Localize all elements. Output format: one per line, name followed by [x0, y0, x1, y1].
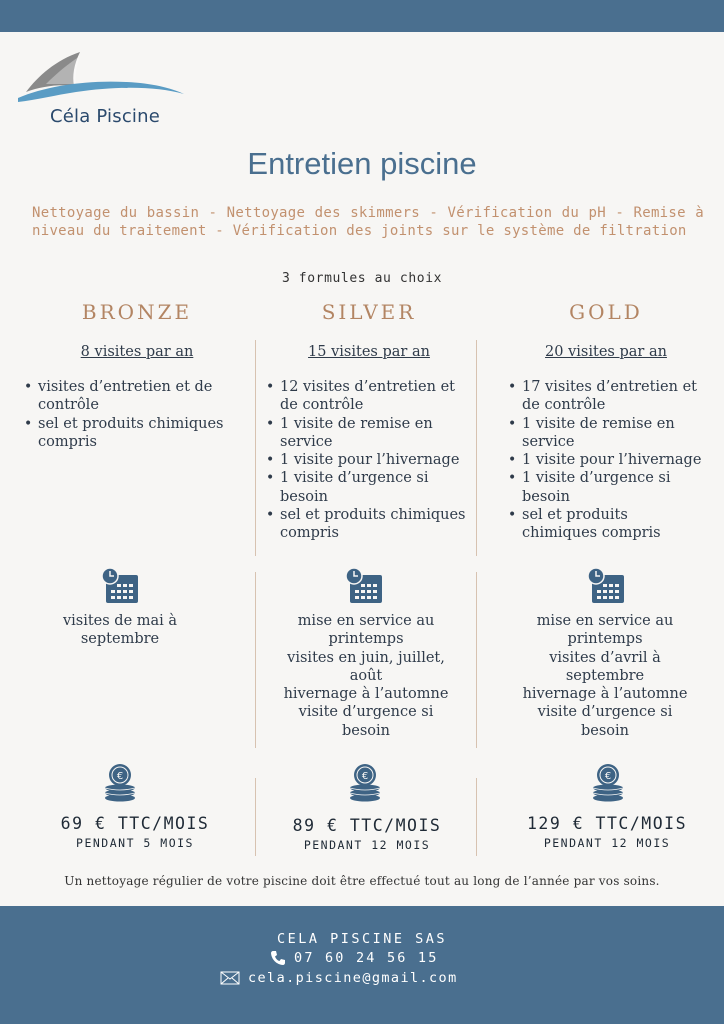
- season-line: septembre: [80, 631, 160, 648]
- phone-number: 07 60 24 56 15: [294, 950, 439, 966]
- column-divider: [476, 778, 477, 856]
- shark-fin-wave-icon: [16, 46, 191, 106]
- column-divider: [255, 340, 256, 556]
- calendar-clock-icon: [100, 566, 140, 606]
- plan-bronze: [22, 300, 252, 451]
- plan-features: [22, 378, 252, 451]
- season-line: besoin: [580, 722, 629, 739]
- phone-contact[interactable]: [270, 950, 439, 970]
- email-address: cela.piscine@gmail.com: [248, 970, 458, 986]
- season-line: visites en juin, juillet,: [287, 649, 445, 666]
- season-line: visites de mai à: [62, 613, 178, 629]
- season-line: hivernage à l’automne: [522, 686, 688, 703]
- feature-item: • visites d’entretien et de contrôle: [22, 378, 252, 415]
- feature-item: • 1 visite d’urgence si besoin: [264, 469, 474, 506]
- column-divider: [255, 572, 256, 748]
- svg-text:€: €: [604, 771, 612, 782]
- plan-name: SILVER: [321, 300, 417, 324]
- plan-duration: PENDANT 12 MOIS: [303, 838, 431, 852]
- plan-name: BRONZE: [81, 300, 193, 324]
- feature-item: • 1 visite d’urgence si besoin: [506, 469, 706, 506]
- feature-item: • sel et produits chimiques compris: [264, 506, 474, 543]
- plan-visits: 20 visites par an: [545, 344, 667, 360]
- phone-icon: [270, 950, 286, 966]
- brand-name: Céla Piscine: [50, 106, 161, 127]
- season-line: besoin: [341, 722, 390, 739]
- plan-name: GOLD: [569, 300, 643, 324]
- calendar-clock-icon: [344, 566, 384, 606]
- plan-visits: 8 visites par an: [80, 344, 194, 360]
- euro-coins-icon: [590, 762, 626, 802]
- plan-features: [264, 378, 474, 543]
- feature-item: • 1 visite de remise en service: [506, 415, 706, 452]
- season-line: visite d’urgence si: [298, 704, 434, 721]
- top-banner: [0, 0, 724, 32]
- svg-text:€: €: [361, 771, 369, 782]
- column-divider: [476, 340, 477, 556]
- plan-price: 89 € TTC/MOIS: [292, 816, 442, 835]
- plan-price: 69 € TTC/MOIS: [60, 814, 210, 833]
- plan-price: 129 € TTC/MOIS: [526, 814, 688, 833]
- plan-silver: [264, 300, 474, 543]
- plan-season: [505, 612, 705, 740]
- maintenance-note: Un nettoyage régulier de votre piscine doit être effectué tout au long de l’année par vos soins.: [64, 874, 660, 888]
- page-title: Entretien piscine: [247, 146, 477, 181]
- euro-coins-icon: [102, 762, 138, 802]
- feature-item: • 1 visite de remise en service: [264, 415, 474, 452]
- column-divider: [476, 572, 477, 748]
- logo: [16, 46, 191, 136]
- season-line: mise en service au: [297, 613, 435, 629]
- feature-item: • 12 visites d’entretien et de contrôle: [264, 378, 474, 415]
- season-line: printemps: [328, 631, 404, 648]
- plan-visits: 15 visites par an: [308, 344, 430, 360]
- plan-season: [266, 612, 466, 740]
- plan-duration: PENDANT 5 MOIS: [76, 836, 194, 850]
- svg-text:€: €: [116, 771, 124, 782]
- season-line: août: [349, 667, 383, 684]
- plan-features: [506, 378, 706, 543]
- plan-gold: [506, 300, 706, 543]
- formulas-label: 3 formules au choix: [281, 271, 443, 286]
- plan-season: [20, 612, 220, 649]
- season-line: printemps: [567, 631, 643, 648]
- season-line: visite d’urgence si: [537, 704, 673, 721]
- column-divider: [255, 778, 256, 856]
- season-line: septembre: [565, 667, 645, 684]
- envelope-icon: [220, 971, 240, 985]
- calendar-clock-icon: [586, 566, 626, 606]
- feature-item: • 17 visites d’entretien et de contrôle: [506, 378, 706, 415]
- email-contact[interactable]: [220, 970, 458, 990]
- feature-item: • 1 visite pour l’hivernage: [506, 451, 706, 469]
- plan-duration: PENDANT 12 MOIS: [543, 836, 671, 850]
- season-line: visites d’avril à: [549, 649, 661, 666]
- season-line: mise en service au: [536, 613, 674, 629]
- euro-coins-icon: [347, 762, 383, 802]
- service-intro: Nettoyage du bassin - Nettoyage des skimmers - Vérification du pH - Remise à niveau du traitement - Vérification des joints sur le système de filtration: [32, 205, 704, 239]
- season-line: hivernage à l’automne: [283, 686, 449, 703]
- feature-item: • sel et produits chimiques compris: [22, 415, 252, 452]
- company-name: CELA PISCINE SAS: [276, 931, 448, 947]
- feature-item: • 1 visite pour l’hivernage: [264, 451, 474, 469]
- feature-item: • sel et produits chimiques compris: [506, 506, 706, 543]
